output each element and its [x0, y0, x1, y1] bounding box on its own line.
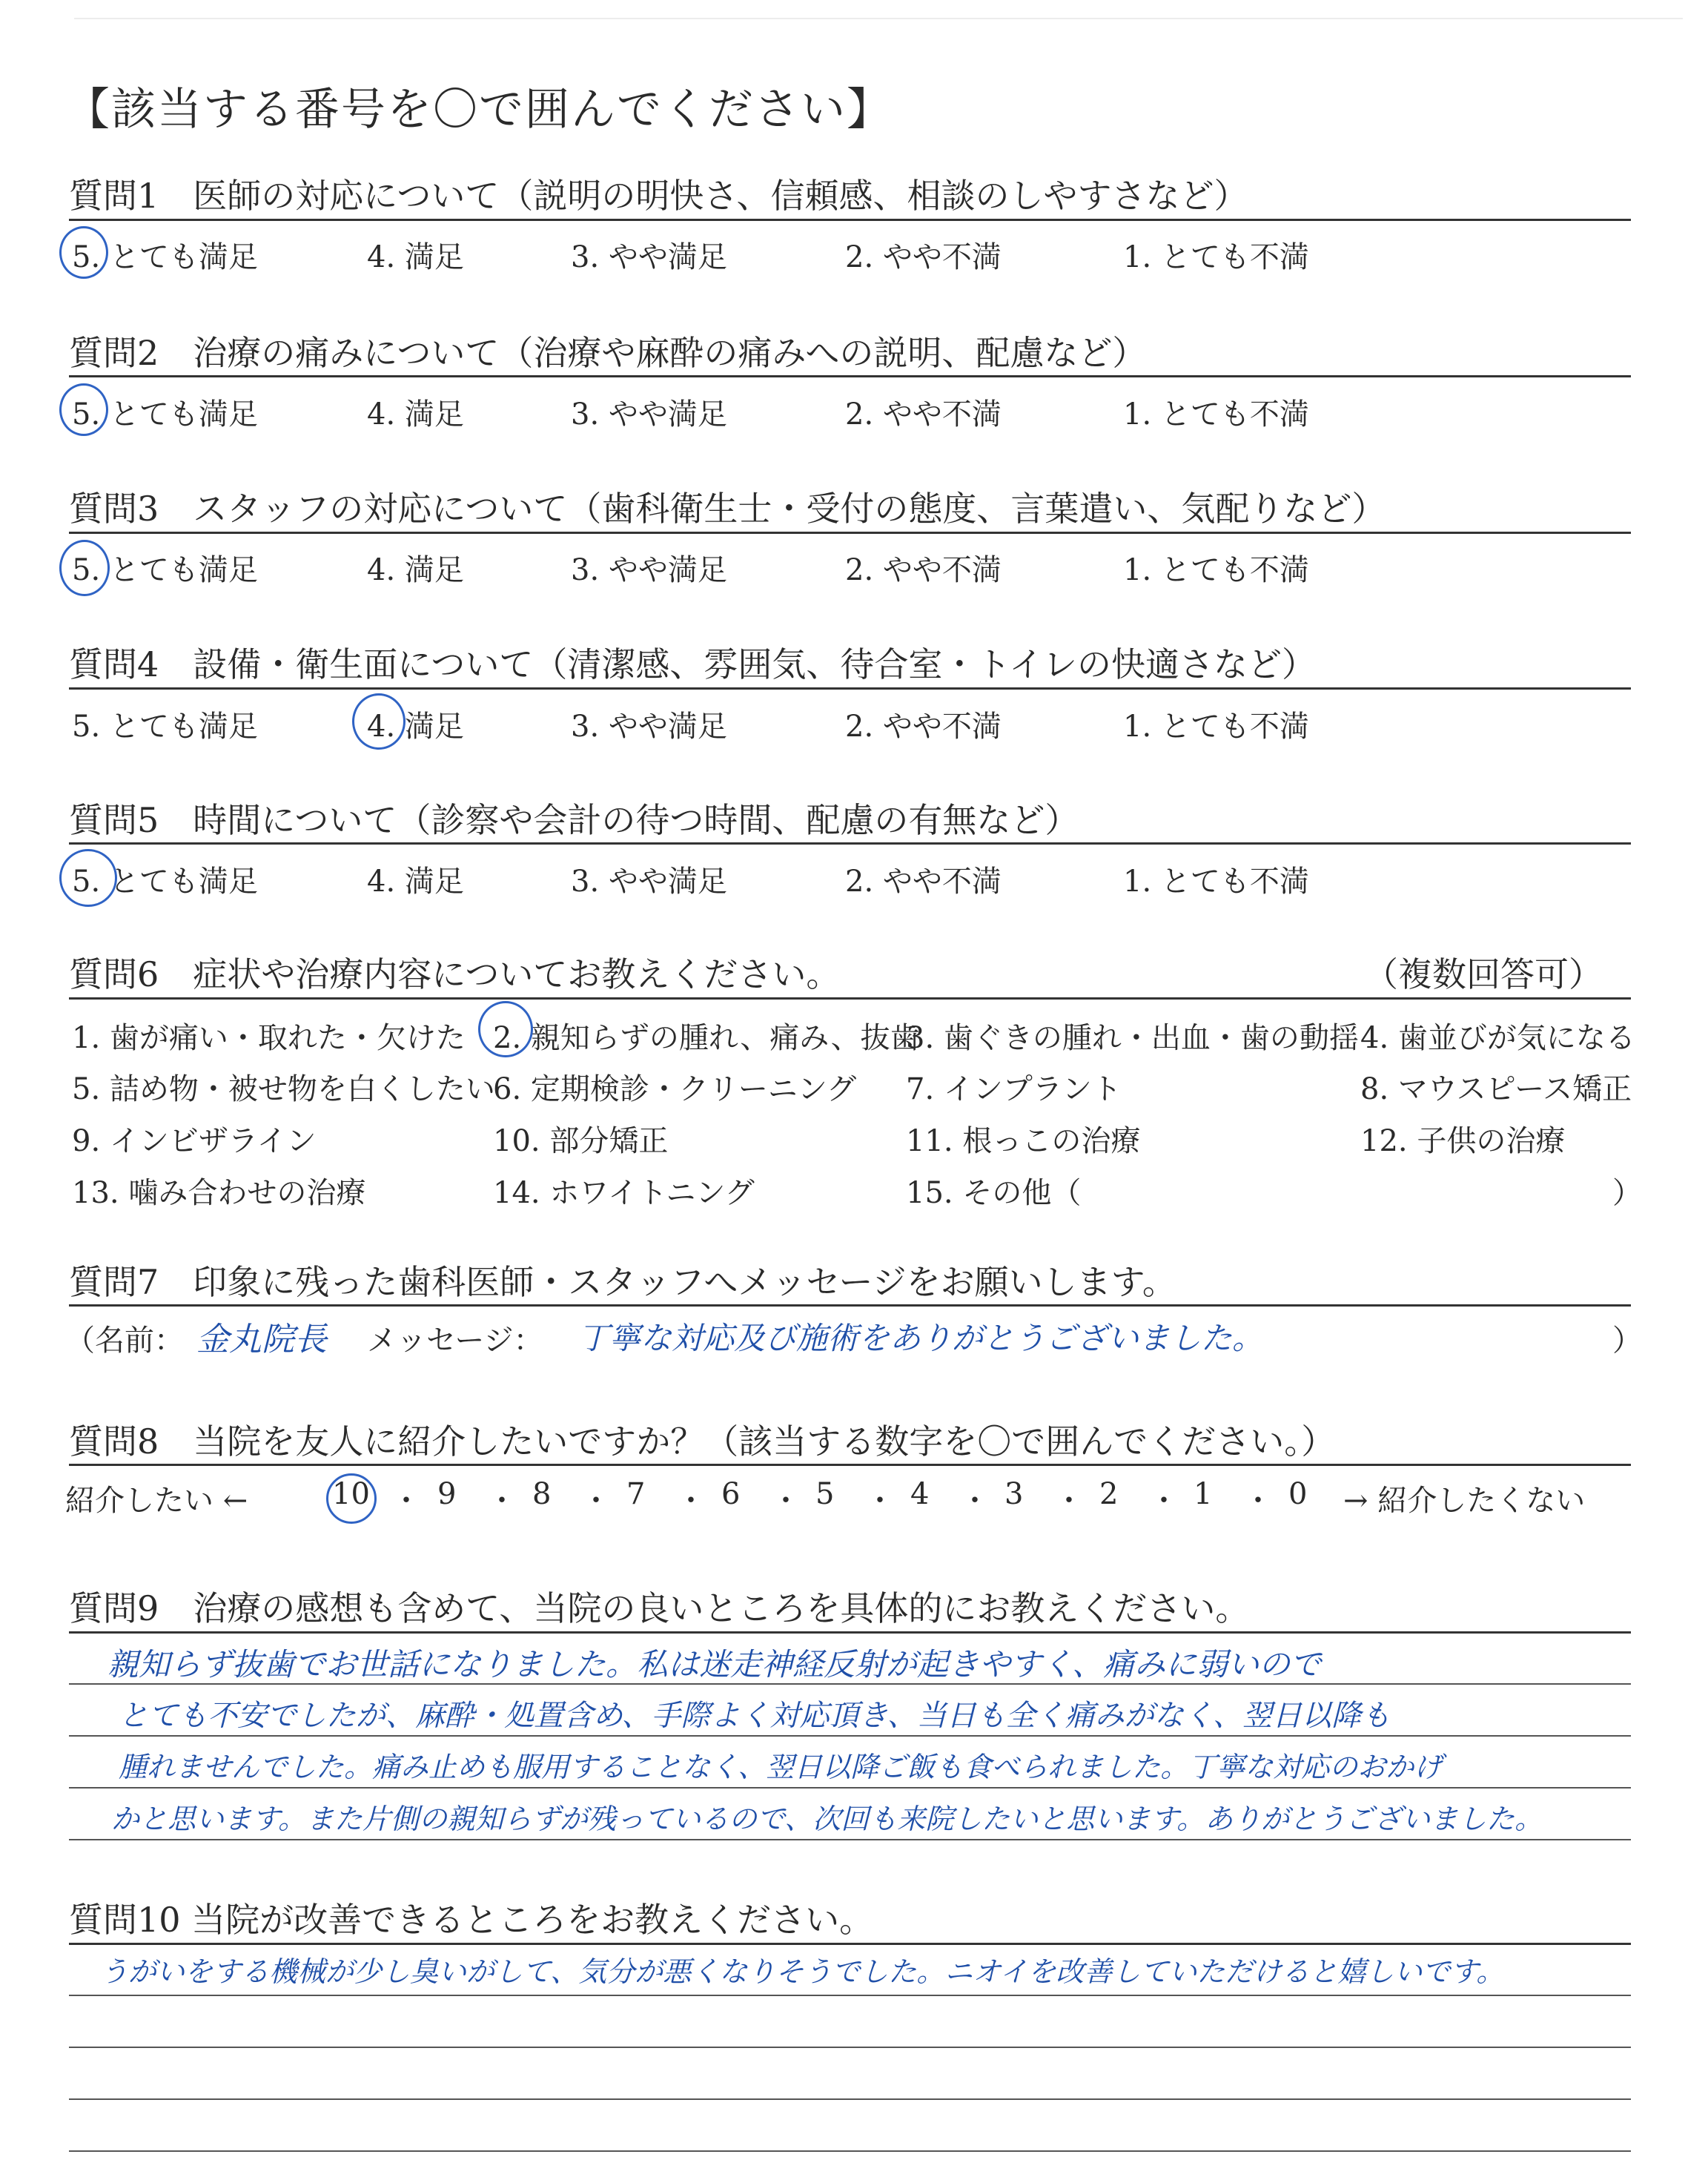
q8-separator: ・: [771, 1484, 801, 1518]
q5-option-5[interactable]: 5. とても満足: [72, 865, 258, 899]
q1-option-4[interactable]: 4. 満足: [367, 240, 464, 274]
q10-answer-line: [69, 2098, 1631, 2100]
q2-selection-circle: [59, 383, 108, 436]
q4-selection-circle: [352, 693, 406, 750]
scan-edge: [74, 18, 1683, 19]
q6-option-4[interactable]: 4. 歯並びが気になる: [1360, 1021, 1635, 1055]
q6-option-14[interactable]: 14. ホワイトニング: [493, 1176, 755, 1210]
q5-rule: [69, 842, 1631, 845]
form-title: 【該当する番号を〇で囲んでください】: [65, 84, 893, 136]
q6-option-11[interactable]: 11. 根っこの治療: [906, 1124, 1141, 1158]
q9-answer-handwritten: とても不安でしたが、麻酔・処置含め、手際よく対応頂き、当日も全く痛みがなく、翌日以降も: [119, 1699, 1391, 1733]
q9-answer-handwritten: 親知らず抜歯でお世話になりました。私は迷走神経反射が起きやすく、痛みに弱いので: [107, 1646, 1322, 1682]
q4-option-5[interactable]: 5. とても満足: [72, 710, 258, 744]
q6-option-8[interactable]: 8. マウスピース矯正: [1360, 1072, 1632, 1106]
q6-option-2[interactable]: 2. 親知らずの腫れ、痛み、抜歯: [493, 1021, 920, 1055]
q4-option-3[interactable]: 3. やや満足: [571, 710, 727, 744]
q8-separator: ・: [865, 1484, 895, 1518]
q8-selection-circle: [326, 1473, 377, 1524]
q8-scale-8[interactable]: 8: [532, 1477, 552, 1511]
q5-heading: 質問5 時間について（診察や会計の待つ時間、配慮の有無など）: [69, 800, 1079, 840]
q8-scale-3[interactable]: 3: [1004, 1477, 1024, 1511]
q4-option-1[interactable]: 1. とても不満: [1123, 710, 1309, 744]
q6-option-10[interactable]: 10. 部分矯正: [493, 1124, 669, 1158]
q6-option-15-close: ）: [1612, 1176, 1642, 1210]
q3-option-5[interactable]: 5. とても満足: [72, 553, 258, 587]
q8-scale-10[interactable]: 10: [332, 1477, 370, 1511]
q9-answer-line: [69, 1787, 1631, 1789]
q4-option-2[interactable]: 2. やや不満: [845, 710, 1002, 744]
q2-option-5[interactable]: 5. とても満足: [72, 397, 258, 432]
q1-option-3[interactable]: 3. やや満足: [571, 240, 727, 274]
q2-option-3[interactable]: 3. やや満足: [571, 397, 727, 432]
q8-heading: 質問8 当院を友人に紹介したいですか？（該当する数字を〇で囲んでください。）: [69, 1421, 1336, 1462]
q5-selection-circle: [59, 849, 117, 907]
q10-heading: 質問10 当院が改善できるところをお教えください。: [69, 1900, 874, 1940]
q8-separator: ・: [391, 1484, 421, 1518]
q10-rule: [69, 1943, 1631, 1945]
q8-rule: [69, 1464, 1631, 1466]
q3-rule: [69, 532, 1631, 534]
q8-separator: ・: [1149, 1484, 1179, 1518]
q8-separator: ・: [960, 1484, 990, 1518]
q6-rule: [69, 997, 1631, 1000]
q8-separator: ・: [1054, 1484, 1084, 1518]
q1-selection-circle: [59, 226, 108, 279]
q6-option-3[interactable]: 3. 歯ぐきの腫れ・出血・歯の動揺: [906, 1021, 1359, 1055]
q8-scale-1[interactable]: 1: [1194, 1477, 1213, 1511]
q7-heading: 質問7 印象に残った歯科医師・スタッフへメッセージをお願いします。: [69, 1262, 1176, 1302]
q6-option-5[interactable]: 5. 詰め物・被せ物を白くしたい: [72, 1072, 495, 1106]
q3-option-3[interactable]: 3. やや満足: [571, 553, 727, 587]
q8-scale-4[interactable]: 4: [910, 1477, 930, 1511]
q5-option-4[interactable]: 4. 満足: [367, 865, 464, 899]
q9-answer-handwritten: かと思います。また片側の親知らずが残っているので、次回も来院したいと思います。ありがとうございました。: [111, 1803, 1543, 1835]
q6-multi-answer-note: （複数回答可）: [1364, 954, 1603, 994]
q6-option-6[interactable]: 6. 定期検診・クリーニング: [493, 1072, 857, 1106]
q3-heading: 質問3 スタッフの対応について（歯科衛生士・受付の態度、言葉遣い、気配りなど）: [69, 489, 1386, 529]
q4-rule: [69, 687, 1631, 690]
q3-option-4[interactable]: 4. 満足: [367, 553, 464, 587]
q7-message-handwritten: 丁寧な対応及び施術をありがとうございました。: [578, 1320, 1264, 1356]
q3-option-1[interactable]: 1. とても不満: [1123, 553, 1309, 587]
q8-separator: ・: [676, 1484, 706, 1518]
q5-option-3[interactable]: 3. やや満足: [571, 865, 727, 899]
q8-scale-5[interactable]: 5: [815, 1477, 835, 1511]
q1-option-5[interactable]: 5. とても満足: [72, 240, 258, 274]
q9-answer-line: [69, 1839, 1631, 1840]
q5-option-1[interactable]: 1. とても不満: [1123, 865, 1309, 899]
q6-option-7[interactable]: 7. インプラント: [906, 1072, 1122, 1106]
q7-name-handwritten: 金丸院長: [196, 1321, 327, 1358]
q3-selection-circle: [59, 540, 110, 596]
q10-answer-line: [69, 2047, 1631, 2048]
q7-rule: [69, 1304, 1631, 1307]
q9-heading: 質問9 治療の感想も含めて、当院の良いところを具体的にお教えください。: [69, 1588, 1250, 1628]
q8-separator: ・: [581, 1484, 611, 1518]
q8-right-label: → 紹介したくない: [1343, 1484, 1586, 1518]
q6-selection-circle: [478, 1001, 533, 1057]
q6-option-15[interactable]: 15. その他（: [906, 1176, 1082, 1210]
q2-heading: 質問2 治療の痛みについて（治療や麻酔の痛みへの説明、配慮など）: [69, 333, 1147, 373]
q10-answer-line: [69, 1995, 1631, 1996]
q8-scale-0[interactable]: 0: [1288, 1477, 1308, 1511]
q6-option-12[interactable]: 12. 子供の治療: [1360, 1124, 1566, 1158]
q8-scale-6[interactable]: 6: [721, 1477, 741, 1511]
q2-option-1[interactable]: 1. とても不満: [1123, 397, 1309, 432]
q10-answer-handwritten: うがいをする機械が少し臭いがして、気分が悪くなりそうでした。ニオイを改善していただけると嬉しいです。: [100, 1955, 1505, 1988]
q4-option-4[interactable]: 4. 満足: [367, 710, 464, 744]
q9-answer-line: [69, 1735, 1631, 1737]
q5-option-2[interactable]: 2. やや不満: [845, 865, 1002, 899]
q3-option-2[interactable]: 2. やや不満: [845, 553, 1002, 587]
q6-option-9[interactable]: 9. インビザライン: [72, 1124, 317, 1158]
q6-option-1[interactable]: 1. 歯が痛い・取れた・欠けた: [72, 1021, 466, 1055]
q1-heading: 質問1 医師の対応について（説明の明快さ、信頼感、相談のしやすさなど）: [69, 176, 1248, 216]
q8-left-label: 紹介したい ←: [65, 1484, 248, 1518]
q9-answer-handwritten: 腫れませんでした。痛み止めも服用することなく、翌日以降ご飯も食べられました。丁寧な対応のおかげ: [119, 1751, 1443, 1783]
q2-option-4[interactable]: 4. 満足: [367, 397, 464, 432]
q7-message-label: メッセージ：: [367, 1324, 543, 1358]
q4-heading: 質問4 設備・衛生面について（清潔感、雰囲気、待合室・トイレの快適さなど）: [69, 644, 1317, 684]
q7-name-label: （名前：: [65, 1324, 184, 1358]
q10-answer-line: [69, 2150, 1631, 2152]
q1-option-2[interactable]: 2. やや不満: [845, 240, 1002, 274]
q6-option-13[interactable]: 13. 噛み合わせの治療: [72, 1176, 366, 1210]
q1-rule: [69, 219, 1631, 221]
q1-option-1[interactable]: 1. とても不満: [1123, 240, 1309, 274]
q8-scale-9[interactable]: 9: [437, 1477, 457, 1511]
q2-rule: [69, 375, 1631, 377]
q8-separator: ・: [487, 1484, 517, 1518]
q2-option-2[interactable]: 2. やや不満: [845, 397, 1002, 432]
q6-heading: 質問6 症状や治療内容についてお教えください。: [69, 954, 841, 994]
q7-close-paren: ）: [1612, 1324, 1642, 1358]
q9-rule: [69, 1631, 1631, 1634]
q8-scale-7[interactable]: 7: [626, 1477, 646, 1511]
q8-scale-2[interactable]: 2: [1099, 1477, 1119, 1511]
q8-separator: ・: [1243, 1484, 1273, 1518]
